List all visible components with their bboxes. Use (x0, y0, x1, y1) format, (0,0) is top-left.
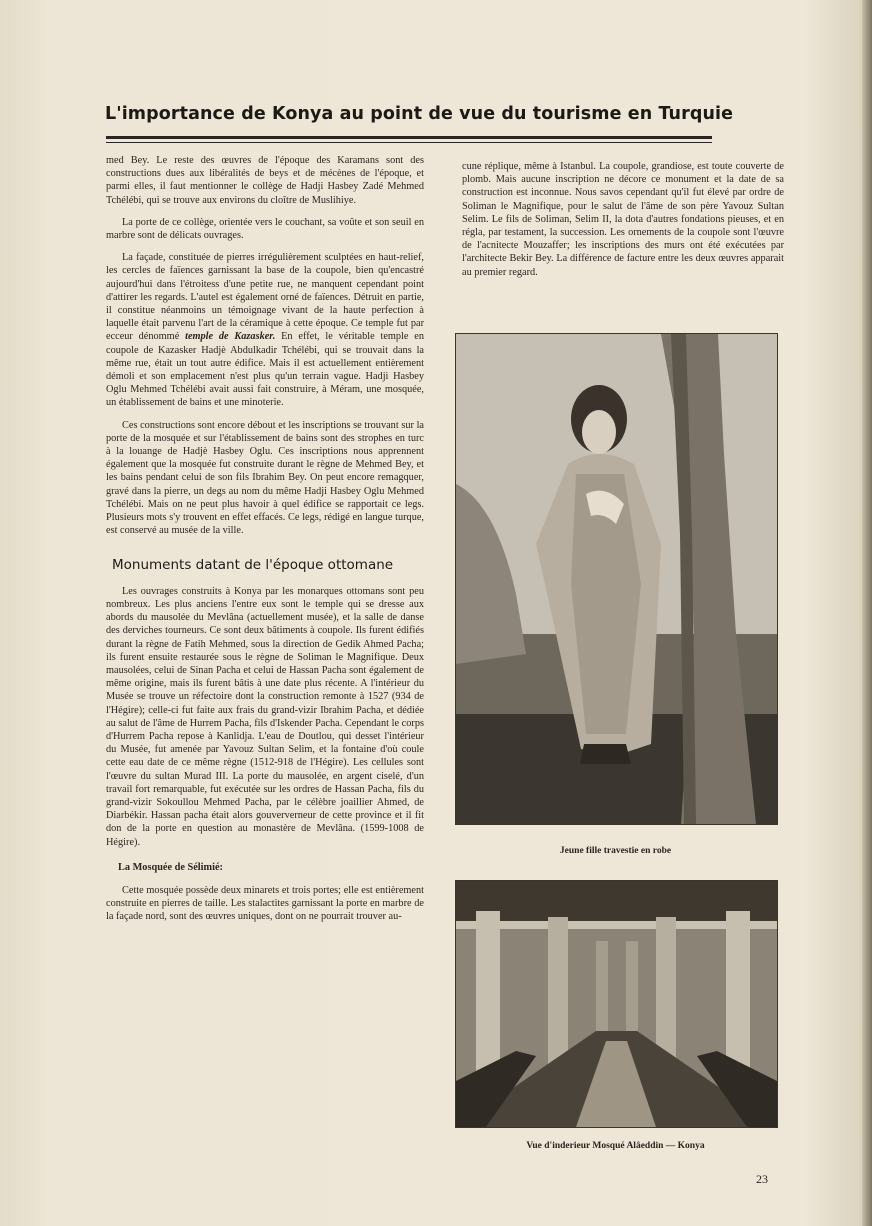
title-rule-thin (106, 142, 712, 143)
subsection-heading: La Mosquée de Sélimié: (118, 861, 223, 873)
photo-illustration (456, 881, 777, 1127)
paragraph (106, 251, 424, 409)
paragraph: La porte de ce collège, orientée vers le couchant, sa voûte et son seuil en marbre sont de délicats ouvrages. (106, 216, 424, 242)
photo-caption: Jeune fille travestie en robe (559, 846, 672, 856)
paragraph-text: En effet, le véritable temple en coupole de Kazasker Hadjè Abdulkadir Tchélébi, qui se trouvait dans la même rue, était un tout autre édifice. Mais il est actuellement entièrement démoli et son emplacement n'est plus qu'un terrain vague. Hadji Hasbey Oglu Mehmed Tchélébi avait aussi fait construire, à Méram, une mosquée, un établissement de bains et une minoterie. (106, 331, 425, 409)
title-rule-thick (106, 136, 712, 139)
right-column (462, 160, 784, 288)
paragraph: Les ouvrages construits à Konya par les monarques ottomans sont peu nombreux. Les plus anciens l'entre eux sont le temple qui se dresse aux abords du mausolée du Mevlâna (actuellement musée), et la salle de danse des derviches tourneurs. Ce sont deux bâtiments à coupole. Ils furent édifiés durant la règne de Fatih Mehmed, sous la direction de Gedik Ahmed Pacha; ils furent ensuite restaurée sous le règne de Soliman le Magnifique. Deux mausolées, celui de Sinan Pacha et celui de Hassan Pacha sont également de même origine, mais ils furent bâtis à une date plus récente. A l'intérieur du Musée se trouve un réfectoire dont la construction remonte à 1527 (934 de l'Hégire); celle-ci fut faite aux frais du grand-vizir Ibrahim Pacha, et dédiée au salut de l'âme de Hurrem Pacha, fils d'Iskender Pacha. Cependant le corps d'Hurrem Pacha repose à Kanlidja. L'eau de Doutlou, qui desset l'intérieur du Musée, fut amenée par Yavouz Sultan Selim, et la fontaine d'où coule cette eau date de ce même règne (1512-918 de l'Hégire). Les cellules sont l'œuvre du sultan Murad III. La porte du mausolée, en argent ciselé, d'un travail fort remarquable, fut exécutée sur les ordres de Hassan Pacha, fils du grand-vizir Sokoullou Mehmed Pacha, par le célèbre joaillier Ahmed, de Diarbékir. Hassan pacha était alors gouververneur de cette province et il fit don de la porte en question au monastère de Mevlâna. (1599-1008 de Hégire). (106, 585, 424, 848)
photo-mosque-interior (455, 880, 778, 1128)
page-edge-shadow (862, 0, 872, 1226)
paragraph: Ces constructions sont encore débout et les inscriptions se trouvant sur la porte de la mosquée et sur l'établissement de bains sont des strophes en turc à la louange de Hadjè Hasbey Oglu. Ces inscriptions nous apprennent également que la mosquée fut construite durant le règne de Mehmed Bey, et les bains pendant celui de son fils Ibrahim Bey. On peut encore remagquer, gravé dans la pierre, un degs au nom du même Hadji Hasbey Oglu Mehmed Tchélébi. Mais on ne peut plus havoir à quel édifice se rapportait ce legs. Plusieurs mots s'y trouvent en effet effacés. Ce legs, rédigé en langue turque, est conservé au musée de la ville. (106, 419, 424, 537)
paragraph-text: La façade, constituée de pierres irrégulièrement sculptées en haut-relief, les cercles de faïences garnissant la base de la coupole, bien qu'encastré aujourd'hui dans l'étroitess d'une petite rue, ne manquent cependant point d'attirer les regards. L'autel est également orné de faïences. Détruit en partie, il constitue néanmoins un témoignage vivant de la haute perfection à laquelle était parvenu l'art de la céramique à cette époque. Ce temple fut par ecceur dénommé (106, 252, 424, 343)
section-heading: Monuments datant de l'époque ottomane (112, 557, 394, 574)
photo-young-woman-in-robe (455, 333, 778, 825)
paragraph: cune réplique, même à Istanbul. La coupole, grandiose, est toute couverte de plomb. Mais aucune inscription ne décore ce monument et la date de sa construction est inconnue. Nous savos cependant qu'il fut élevé par ordre de Soliman le Magnifique, pour le salut de l'âme de son père Yavouz Sultan Selim. Le fils de Soliman, Selim II, la dota d'autres fondations pieuses, et en régla, par testament, la succession. Les ornements de la coupole sont l'œuvre de l'acnitecte Mouzaffer; les inscriptions des murs ont été exécutées par l'architecte Bekir Bey. La différence de facture entre les deux œuvres apparait au premier regard. (462, 161, 784, 278)
photo-illustration (456, 334, 777, 824)
paragraph: Cette mosquée possède deux minarets et trois portes; elle est entièrement construite en pierres de taille. Les stalactites garnissant la porte en marbre de la façade nord, sont des œuvres uniques, dont on ne pourrait trouver au- (106, 884, 424, 923)
emphasis-text: temple de Kazasker. (185, 331, 276, 343)
page-title: L'importance de Konya au point de vue du tourisme en Turquie (105, 104, 734, 124)
paragraph: med Bey. Le reste des œuvres de l'époque des Karamans sont des constructions dues aux libéralités de beys et de mécènes de l'époque, et parmi elles, il faut mentionner le collège de Hadji Hasbey Zadé Mehmed Tchélébi, qui se trouve aux environs du cloître de Muslihiye. (106, 155, 424, 206)
page-number: 23 (756, 1172, 768, 1186)
photo-caption: Vue d'inderieur Mosqué Alâeddin — Konya (526, 1141, 705, 1151)
left-column (106, 154, 424, 933)
